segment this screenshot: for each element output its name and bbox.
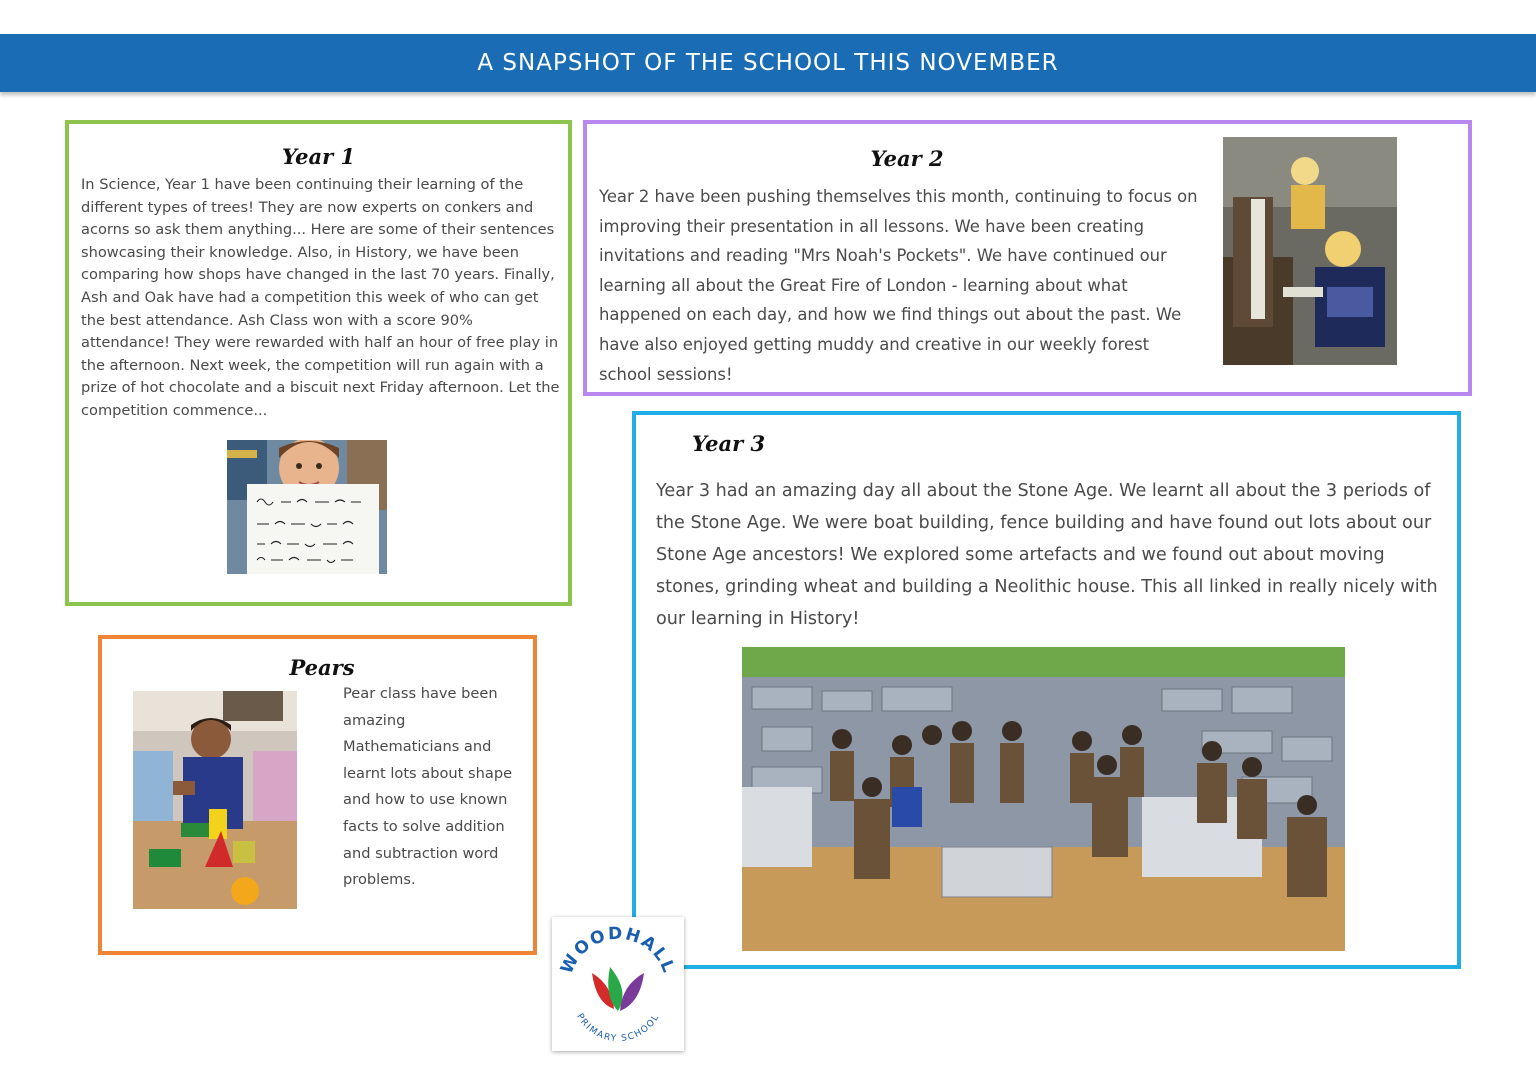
- pears-card: [98, 635, 537, 955]
- svg-text:PRIMARY SCHOOL: [574, 1012, 662, 1044]
- year3-card: [632, 411, 1461, 969]
- year3-title: Year 3: [692, 431, 766, 456]
- year2-text: Year 2 have been pushing themselves this month, continuing to focus on improving their presentation in all lessons. We have been creating invitations and reading "Mrs Noah's Pockets". We have continued our learning all about the Great Fire of London - learning about what happened on each day, and how we find things out about the past. We have also enjoyed getting muddy and creative in our weekly forest school sessions!: [599, 187, 1198, 384]
- logo-name-top: WOODHALL: [556, 923, 679, 978]
- svg-text:WOODHALL: [557, 924, 679, 977]
- leaf-icon: [592, 967, 644, 1011]
- year1-photo: [227, 440, 387, 574]
- header-banner: [0, 34, 1536, 92]
- year3-text: Year 3 had an amazing day all about the Stone Age. We learnt all about the 3 periods of the Stone Age. We were boat building, fence building and have found out lots about our Stone Age ancestors! We explored some artefacts and we found out about moving stones, grinding wheat and building a Neolithic house. This all linked in really nicely with our learning in History!: [656, 481, 1438, 629]
- logo-name-bottom: PRIMARY SCHOOL: [574, 1012, 662, 1045]
- year2-card: [583, 120, 1472, 396]
- school-logo: [552, 917, 684, 1051]
- year2-title: Year 2: [870, 146, 944, 171]
- year3-photo: [742, 647, 1345, 951]
- page-title: A SNAPSHOT OF THE SCHOOL THIS NOVEMBER: [477, 50, 1059, 76]
- pears-text: Pear class have been amazing Mathematicians and learnt lots about shape and how to use known facts to solve addition and subtraction word problems.: [343, 685, 513, 889]
- pears-photo: [133, 691, 297, 909]
- year1-title: Year 1: [281, 144, 356, 169]
- year2-photo: [1223, 137, 1397, 365]
- year1-card: [65, 120, 572, 606]
- year1-text: In Science, Year 1 have been continuing their learning of the different types of trees! They are now experts on conkers and acorns so ask them anything... Here are some of their sentences showcasing their knowledge. Also, in History, we have been comparing how shops have changed in the last 70 years. Finally, Ash and Oak have had a competition this week of who can get the best attendance. Ash Class won with a score 90% attendance! They were rewarded with half an hour of free play in the afternoon. Next week, the competition will run again with a prize of hot chocolate and a biscuit next Friday afternoon. Let the competition commence...: [81, 176, 560, 419]
- pears-title: Pears: [289, 655, 355, 680]
